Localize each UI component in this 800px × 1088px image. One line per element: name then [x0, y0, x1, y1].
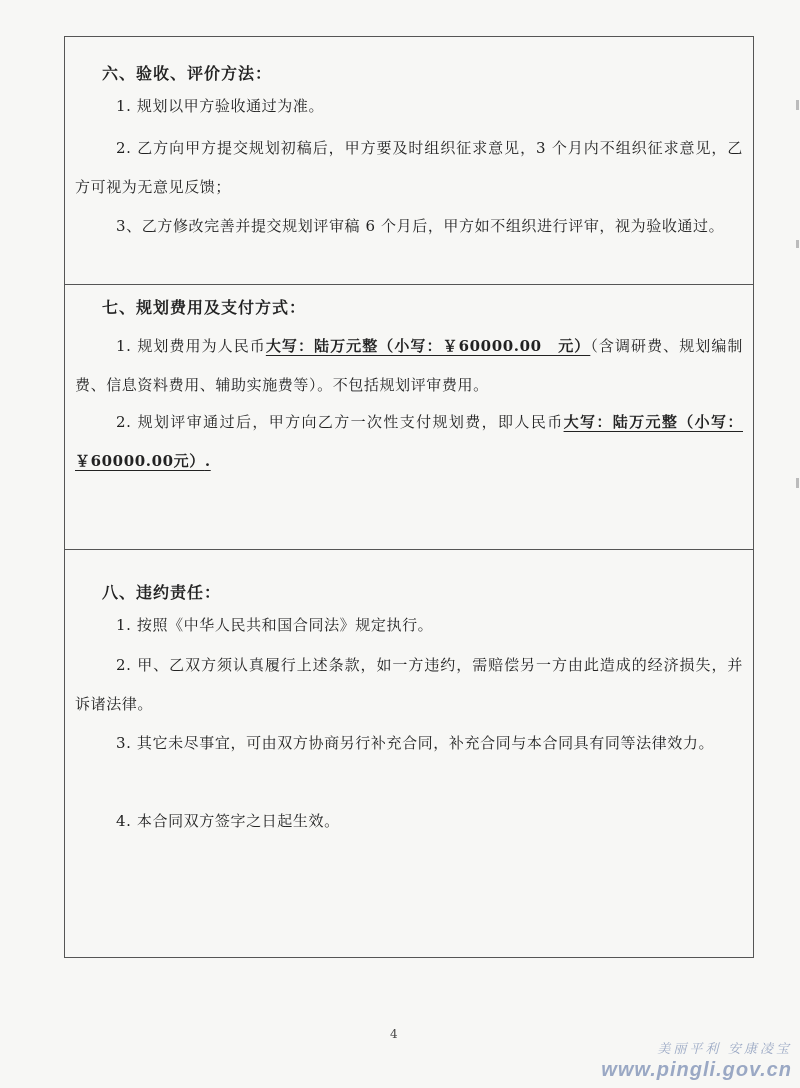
clause-text: （含调研费、规划编制费、信息资料费用、辅助实施费等）。不包括规划评审费用。: [75, 337, 743, 394]
clause: 1. 按照《中华人民共和国合同法》规定执行。: [116, 616, 434, 634]
clause: 3. 其它未尽事宜，可由双方协商另行补充合同，补充合同与本合同具有同等法律效力。: [116, 734, 715, 752]
section-liability: [65, 550, 753, 957]
section-acceptance: [65, 37, 753, 285]
amount-underlined: 大写：陆万元整（小写：￥60000.00 元）: [265, 337, 591, 355]
clause: 2. 甲、乙双方须认真履行上述条款，如一方违约，需赔偿另一方由此造成的经济损失，并诉诸法律。: [75, 656, 743, 713]
clause-text: .: [204, 452, 211, 470]
clause: 1. 规划以甲方验收通过为准。: [116, 97, 325, 115]
clause: 4. 本合同双方签字之日起生效。: [116, 812, 340, 830]
scan-artifact: [796, 100, 799, 110]
page-number: 4: [390, 1027, 398, 1041]
contract-table: [64, 36, 754, 958]
section-heading: 八、违约责任：: [102, 583, 222, 602]
clause: [75, 327, 743, 405]
clause: [75, 403, 743, 481]
clause: 2. 乙方向甲方提交规划初稿后，甲方要及时组织征求意见，3 个月内不组织征求意见，乙方可视为无意见反馈；: [75, 139, 743, 196]
clause-text: 1. 规划费用为人民币: [116, 337, 266, 355]
site-watermark: [601, 1038, 792, 1082]
amount-underlined: 大写：陆万元整（小写：￥60000.00元）: [75, 413, 743, 470]
section-heading: 七、规划费用及支付方式：: [102, 298, 307, 317]
section-fees: [65, 285, 753, 550]
watermark-url: www.pingli.gov.cn: [601, 1059, 792, 1081]
clause-text: 2. 规划评审通过后，甲方向乙方一次性支付规划费，即人民币: [116, 413, 564, 431]
scan-artifact: [796, 240, 799, 248]
watermark-cn: 美丽平利 安康凌宝: [657, 1041, 792, 1056]
section-heading: 六、验收、评价方法：: [102, 64, 273, 83]
scan-artifact: [796, 478, 799, 488]
clause: 3、乙方修改完善并提交规划评审稿 6 个月后，甲方如不组织进行评审，视为验收通过。: [116, 217, 725, 235]
